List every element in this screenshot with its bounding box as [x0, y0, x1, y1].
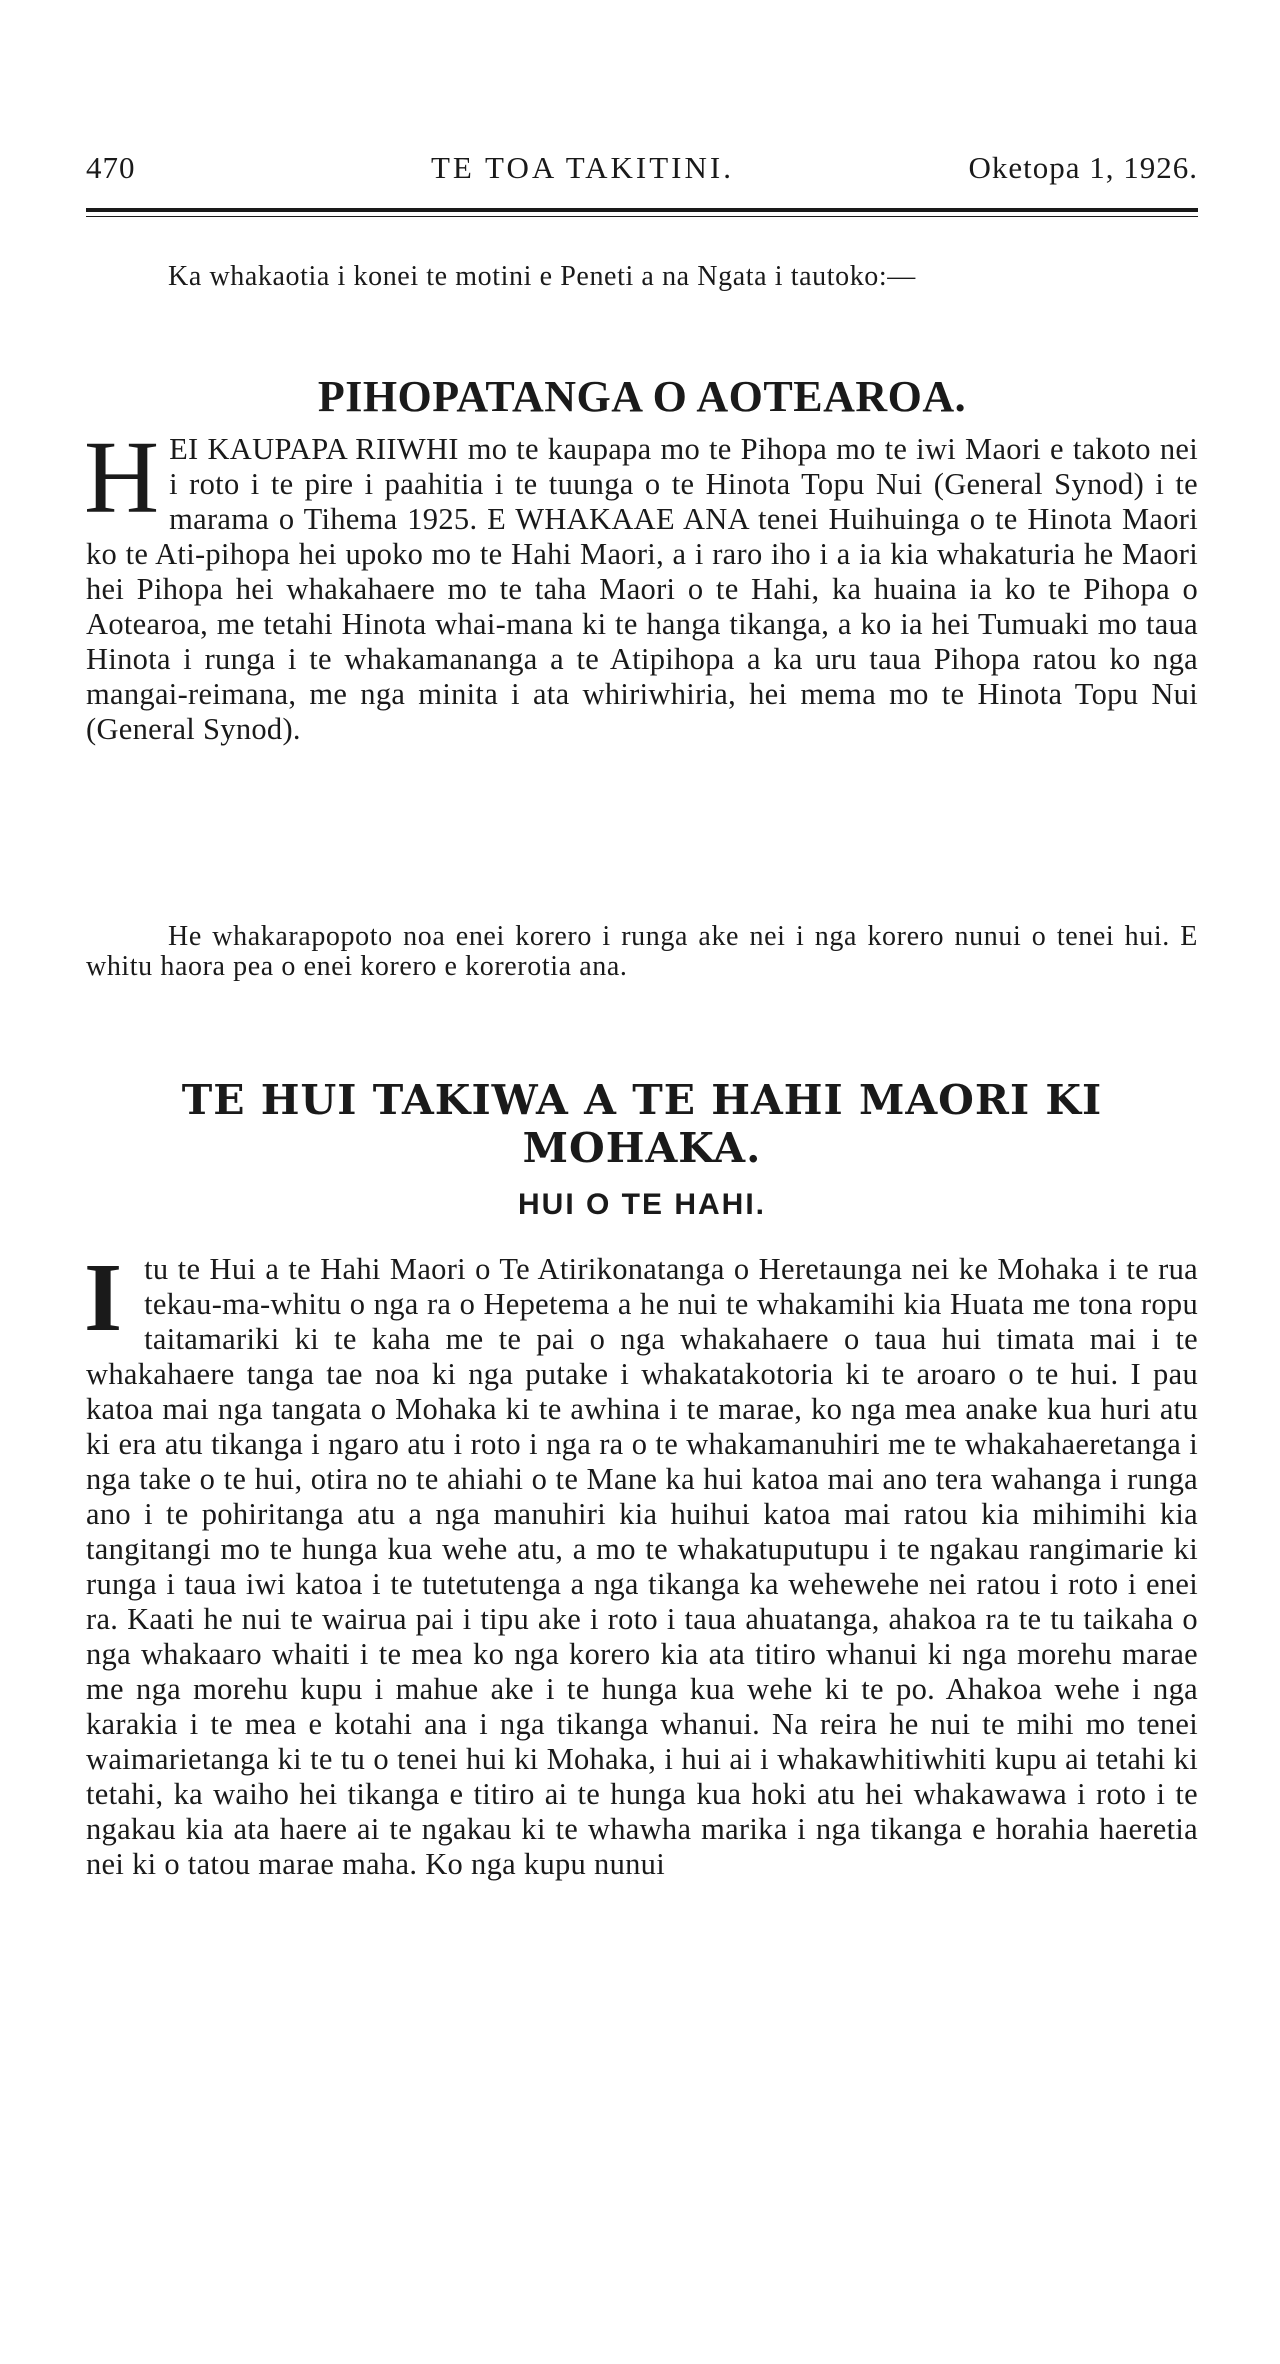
section1-heading-block — [86, 372, 1198, 422]
section1-drop-cap: H — [84, 420, 160, 535]
section2-subheading-block — [86, 1186, 1198, 1224]
header-rule-thin — [86, 216, 1198, 217]
section2-drop-cap: I — [84, 1244, 123, 1352]
section2-heading-block — [86, 1076, 1198, 1172]
summary-block — [86, 922, 1198, 982]
issue-date: Oketopa 1, 1926. — [968, 150, 1198, 185]
intro-paragraph: Ka whakaotia i konei te motini e Peneti a na Ngata i tautoko:— — [168, 261, 916, 292]
running-header — [86, 150, 1198, 206]
section2-body-block — [84, 1244, 1198, 1882]
summary-paragraph: He whakarapopoto noa enei korero i runga ake nei i nga korero nunui o tenei hui. E whitu haora pea o enei korero e korerotia ana. — [86, 921, 1198, 982]
section2-body: tu te Hui a te Hahi Maori o Te Atirikonatanga o Heretaunga nei ke Mohaka i te rua tekau-ma-whitu o nga ra o Hepetema a he nui te whakamihi kia Huata me tona ropu taitamariki ki te kaha me te pai o nga whakahaere o taua hui timata mai i te whakahaere tanga tae noa ki nga putake i whakatakotoria ki te aroaro o te hui. I pau katoa mai nga tangata o Mohaka ki te awhina i te marae, ko nga mea anake kua huri atu ki era atu tikanga i ngaro atu i roto i nga ra o te whakamanuhiri me te whakahaeretanga i nga take o te hui, otira no te ahiahi o te Mane ka hui katoa mai ano tera wahanga i runga ano i te pohiritanga atu a nga manuhiri kia huihui katoa mai ratou kia mihimihi kia tangitangi mo te hunga kua wehe atu, a mo te whakatuputupu i te ngakau rangimarie ki runga i taua iwi katoa i te tutetutenga a nga tikanga ka wehewehe nei ratou i roto i enei ra. Kaati he nui te wairua pai i tipu ake i roto i taua ahuatanga, ahakoa ra te tu taikaha o nga whakaaro whaiti i te mea ko nga korero kia ata titiro whanui ki nga morehu marae me nga morehu kupu i mahue ake i te hunga kua wehe ki te po. Ahakoa wehe i nga karakia i te mea e kotahi ana i nga tikanga whanui. Na reira he nui te mihi mo tenei waimarietanga ki te tu o tenei hui ki Mohaka, i hui ai i whakawhitiwhiti kupu ai tetahi ki tetahi, ka waiho hei tikanga e titiro ai te hunga kua hoki atu hei whakawawa i roto i te ngakau kia ata haere ai te ngakau ki te whawha marika i nga tikanga e horahia haeretia nei ki o tatou marae maha. Ko nga kupu nunui — [86, 1252, 1198, 1881]
page-number: 470 — [86, 150, 136, 185]
header-rule-thick — [86, 208, 1198, 212]
section2-subheading: HUI O TE HAHI. — [517, 1188, 766, 1221]
publication-title: TE TOA TAKITINI. — [431, 150, 734, 185]
section1-body-block — [84, 420, 1198, 747]
section1-body: EI KAUPAPA RIIWHI mo te kaupapa mo te Pihopa mo te iwi Maori e takoto nei i roto i te pire i paahitia i te tuunga o te Hinota Topu Nui (General Synod) i te marama o Tihema 1925. E WHAKAAE ANA tenei Huihuinga o te Hinota Maori ko te Ati-pihopa hei upoko mo te Hahi Maori, a i raro iho i a ia kia whakaturia he Maori hei Pihopa hei whakahaere mo te taha Maori o te Hahi, ka huaina ia ko te Pihopa o Aotearoa, me tetahi Hinota whai-mana ki te hanga tikanga, a ko ia hei Tumuaki mo taua Hinota i runga i te whakamananga a te Atipihopa a ka uru taua Pihopa ratou ko nga mangai-reimana, me nga minita i ata whiriwhiria, hei mema mo te Hinota Topu Nui (General Synod). — [86, 432, 1198, 746]
section2-heading: TE HUI TAKIWA A TE HAHI MAORI KI MOHAKA. — [181, 1076, 1103, 1172]
intro-block — [86, 262, 1198, 292]
section1-heading: PIHOPATANGA O AOTEAROA. — [317, 372, 967, 421]
